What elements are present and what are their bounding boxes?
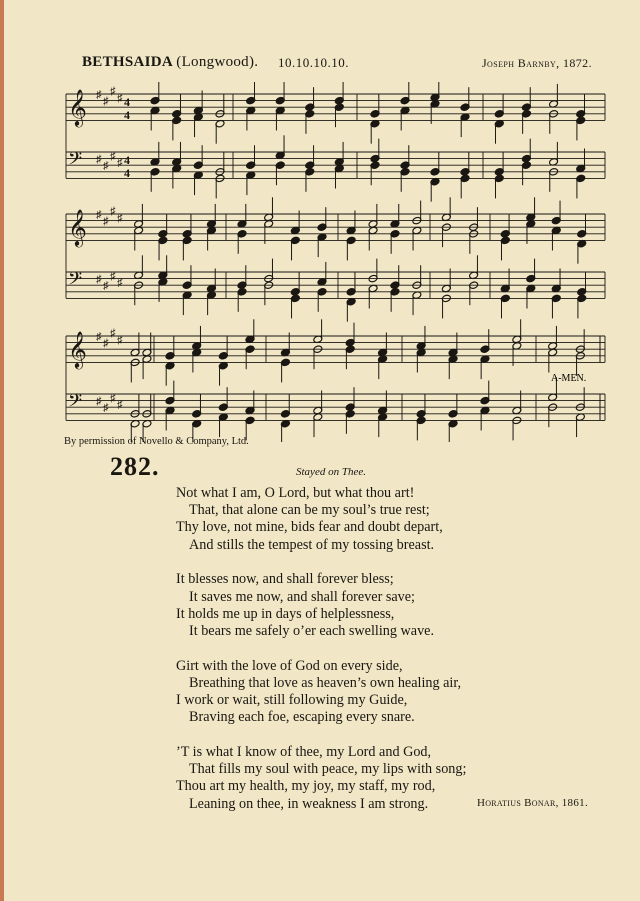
time-signature-bottom: 4 — [124, 166, 130, 180]
bass-clef: 𝄢 — [68, 149, 83, 174]
sharp-sign: ♯ — [117, 156, 123, 169]
verse-line: Leaning on thee, in weakness I am strong. — [189, 795, 429, 812]
sharp-sign: ♯ — [117, 398, 123, 411]
sharp-sign: ♯ — [96, 89, 102, 101]
hymn-title: Stayed on Thee. — [296, 466, 366, 478]
sharp-sign: ♯ — [103, 95, 109, 108]
sharp-sign: ♯ — [103, 280, 109, 293]
sharp-sign: ♯ — [103, 160, 109, 173]
verse-line: ’T is what I know of thee, my Lord and God, — [176, 743, 432, 760]
sharp-sign: ♯ — [103, 337, 109, 350]
composer: Joseph Barnby, 1872. — [481, 56, 592, 70]
sharp-sign: ♯ — [96, 331, 102, 343]
verse-line: Not what I am, O Lord, but what thou art! — [176, 485, 415, 501]
tune-alt-name: (Longwood). — [176, 54, 259, 70]
tune-name — [82, 54, 258, 71]
sharp-sign: ♯ — [117, 92, 123, 105]
treble-clef: 𝄞 — [68, 330, 87, 368]
sharp-sign: ♯ — [110, 150, 116, 163]
time-signature-top: 4 — [124, 153, 130, 167]
verse-line: It blesses now, and shall forever bless; — [176, 571, 394, 588]
music-score — [62, 82, 610, 442]
verse-line: It bears me safely o’er each swelling wave. — [189, 622, 435, 639]
hymn-verses — [176, 485, 596, 830]
sharp-sign: ♯ — [96, 153, 102, 166]
hymn-author: Horatius Bonar, 1861. — [476, 797, 588, 809]
tune-meter: 10.10.10.10. — [278, 55, 349, 70]
tune-header — [82, 54, 592, 76]
verse-line: Braving each foe, escaping every snare. — [189, 709, 415, 726]
sharp-sign: ♯ — [117, 276, 123, 289]
stanza — [176, 658, 596, 727]
sharp-sign: ♯ — [96, 395, 102, 408]
hymn-number: 282. — [110, 452, 160, 481]
bass-clef: 𝄢 — [68, 391, 83, 416]
permission-note: By permission of Novello & Company, Ltd. — [64, 436, 249, 447]
amen-label: A-MEN. — [551, 373, 587, 384]
treble-clef: 𝄞 — [68, 208, 87, 246]
verse-line: It holds me up in days of helplessness, — [176, 605, 395, 622]
stanza — [176, 485, 596, 554]
verse-line: Girt with the love of God on every side, — [176, 657, 403, 674]
clefs — [68, 86, 130, 416]
treble-clef: 𝄞 — [68, 88, 87, 126]
stanza — [176, 571, 596, 640]
sharp-sign: ♯ — [103, 215, 109, 228]
sharp-sign: ♯ — [110, 85, 116, 98]
sharp-sign: ♯ — [110, 205, 116, 218]
verse-line: It saves me now, and shall forever save; — [189, 588, 416, 605]
time-signature-bottom: 4 — [124, 108, 130, 122]
staff-lines — [66, 94, 605, 420]
sharp-sign: ♯ — [110, 327, 116, 340]
sharp-sign: ♯ — [103, 402, 109, 415]
sharp-sign: ♯ — [110, 270, 116, 283]
page-edge — [0, 0, 4, 901]
verse-line: Thy love, not mine, bids fear and doubt depart, — [176, 519, 443, 536]
sharp-sign: ♯ — [117, 334, 123, 347]
verse-line: I work or wait, still following my Guide, — [176, 692, 408, 709]
verse-line: And stills the tempest of my tossing breast. — [189, 536, 435, 553]
sharp-sign: ♯ — [117, 212, 123, 225]
verse-line: Thou art my health, my joy, my staff, my rod, — [176, 778, 436, 795]
verse-line: Breathing that love as heaven’s own healing air, — [189, 674, 462, 691]
verse-line: That, that alone can be my soul’s true rest; — [189, 502, 430, 519]
time-signature-top: 4 — [124, 95, 130, 109]
tune-name-main: BETHSAIDA — [82, 54, 173, 70]
sharp-sign: ♯ — [110, 392, 116, 405]
bass-clef: 𝄢 — [68, 269, 83, 294]
verse-line: That fills my soul with peace, my lips with song; — [189, 761, 467, 778]
sharp-sign: ♯ — [96, 273, 102, 286]
sharp-sign: ♯ — [96, 209, 102, 221]
notes — [130, 82, 587, 442]
